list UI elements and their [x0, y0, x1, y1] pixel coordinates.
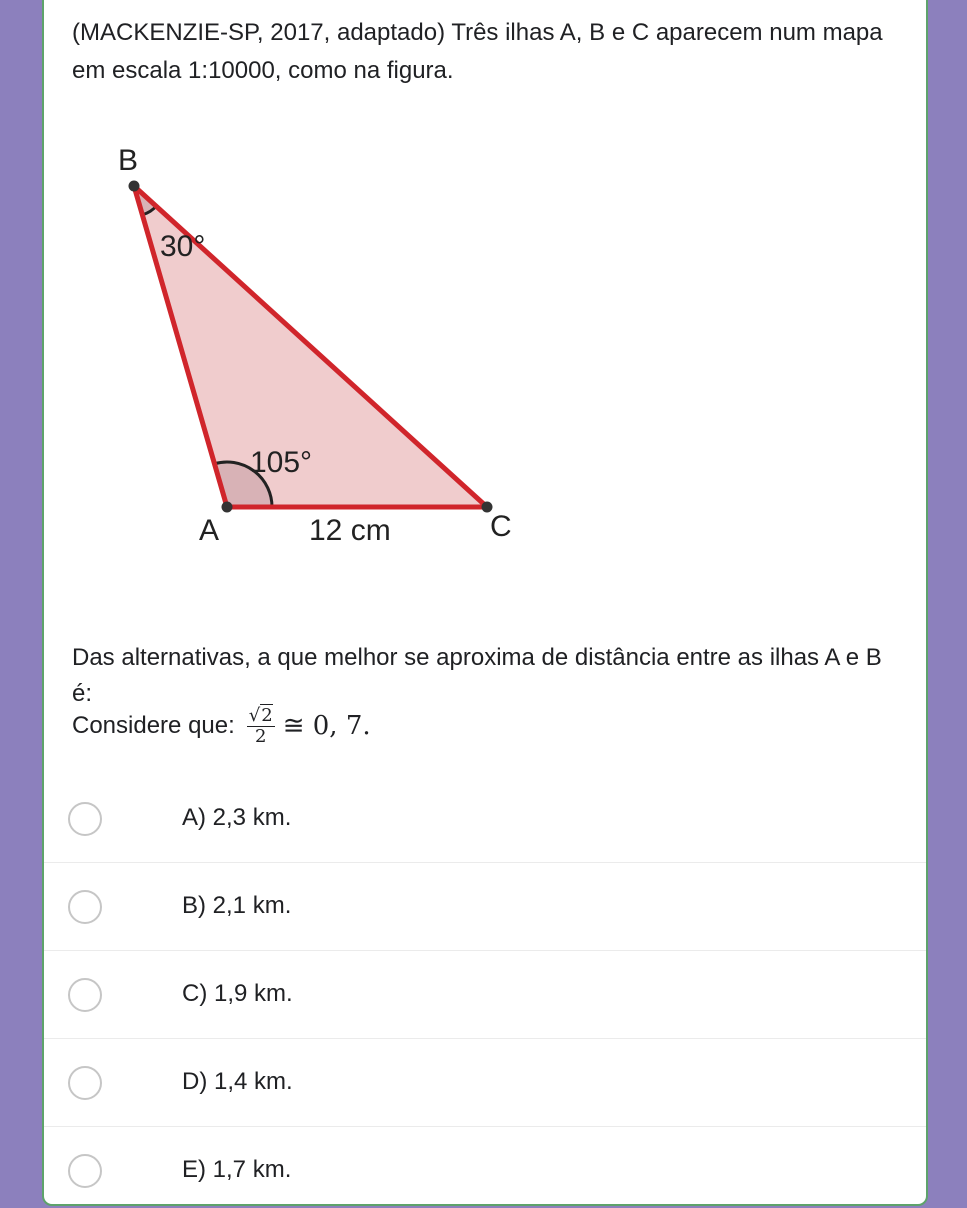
option-label: B) 2,1 km.	[182, 892, 292, 919]
option-label: D) 1,4 km.	[182, 1068, 293, 1095]
label-b: B	[118, 144, 139, 177]
sqrt-argument: 2	[261, 704, 273, 726]
math-relation: ≅ 0, 7.	[282, 711, 371, 741]
label-c: C	[490, 510, 512, 543]
point-a	[222, 502, 233, 513]
question-card	[42, 0, 928, 1206]
question-prompt: Das alternativas, a que melhor se aproxima de distância entre as ilhas A e B é:	[72, 644, 882, 707]
label-a: A	[199, 514, 220, 547]
consider-label: Considere que:	[72, 712, 235, 739]
label-side-ac: 12 cm	[309, 514, 391, 547]
radio-button-b[interactable]	[68, 890, 102, 924]
sqrt-symbol: √	[248, 704, 261, 726]
fraction-denominator: 2	[255, 725, 267, 747]
option-c[interactable]	[44, 950, 926, 1039]
triangle-figure	[44, 0, 926, 610]
option-b[interactable]	[44, 862, 926, 951]
option-d[interactable]	[44, 1038, 926, 1127]
option-a[interactable]	[44, 774, 926, 863]
radio-button-c[interactable]	[68, 978, 102, 1012]
radio-button-d[interactable]	[68, 1066, 102, 1100]
radio-button-a[interactable]	[68, 802, 102, 836]
fraction	[247, 706, 275, 747]
question-intro: (MACKENZIE-SP, 2017, adaptado) Três ilhas A, B e C aparecem num mapa em escala 1:10000, como na figura.	[72, 19, 883, 84]
radio-button-e[interactable]	[68, 1154, 102, 1188]
option-label: E) 1,7 km.	[182, 1156, 292, 1183]
fraction-numerator	[247, 706, 275, 727]
label-angle-b: 30°	[160, 230, 206, 263]
option-label: A) 2,3 km.	[182, 804, 292, 831]
option-label: C) 1,9 km.	[182, 980, 293, 1007]
point-b	[129, 181, 140, 192]
option-e[interactable]	[44, 1126, 926, 1206]
consider-line	[72, 702, 371, 750]
math-expression	[247, 702, 371, 750]
label-angle-a: 105°	[250, 446, 313, 479]
